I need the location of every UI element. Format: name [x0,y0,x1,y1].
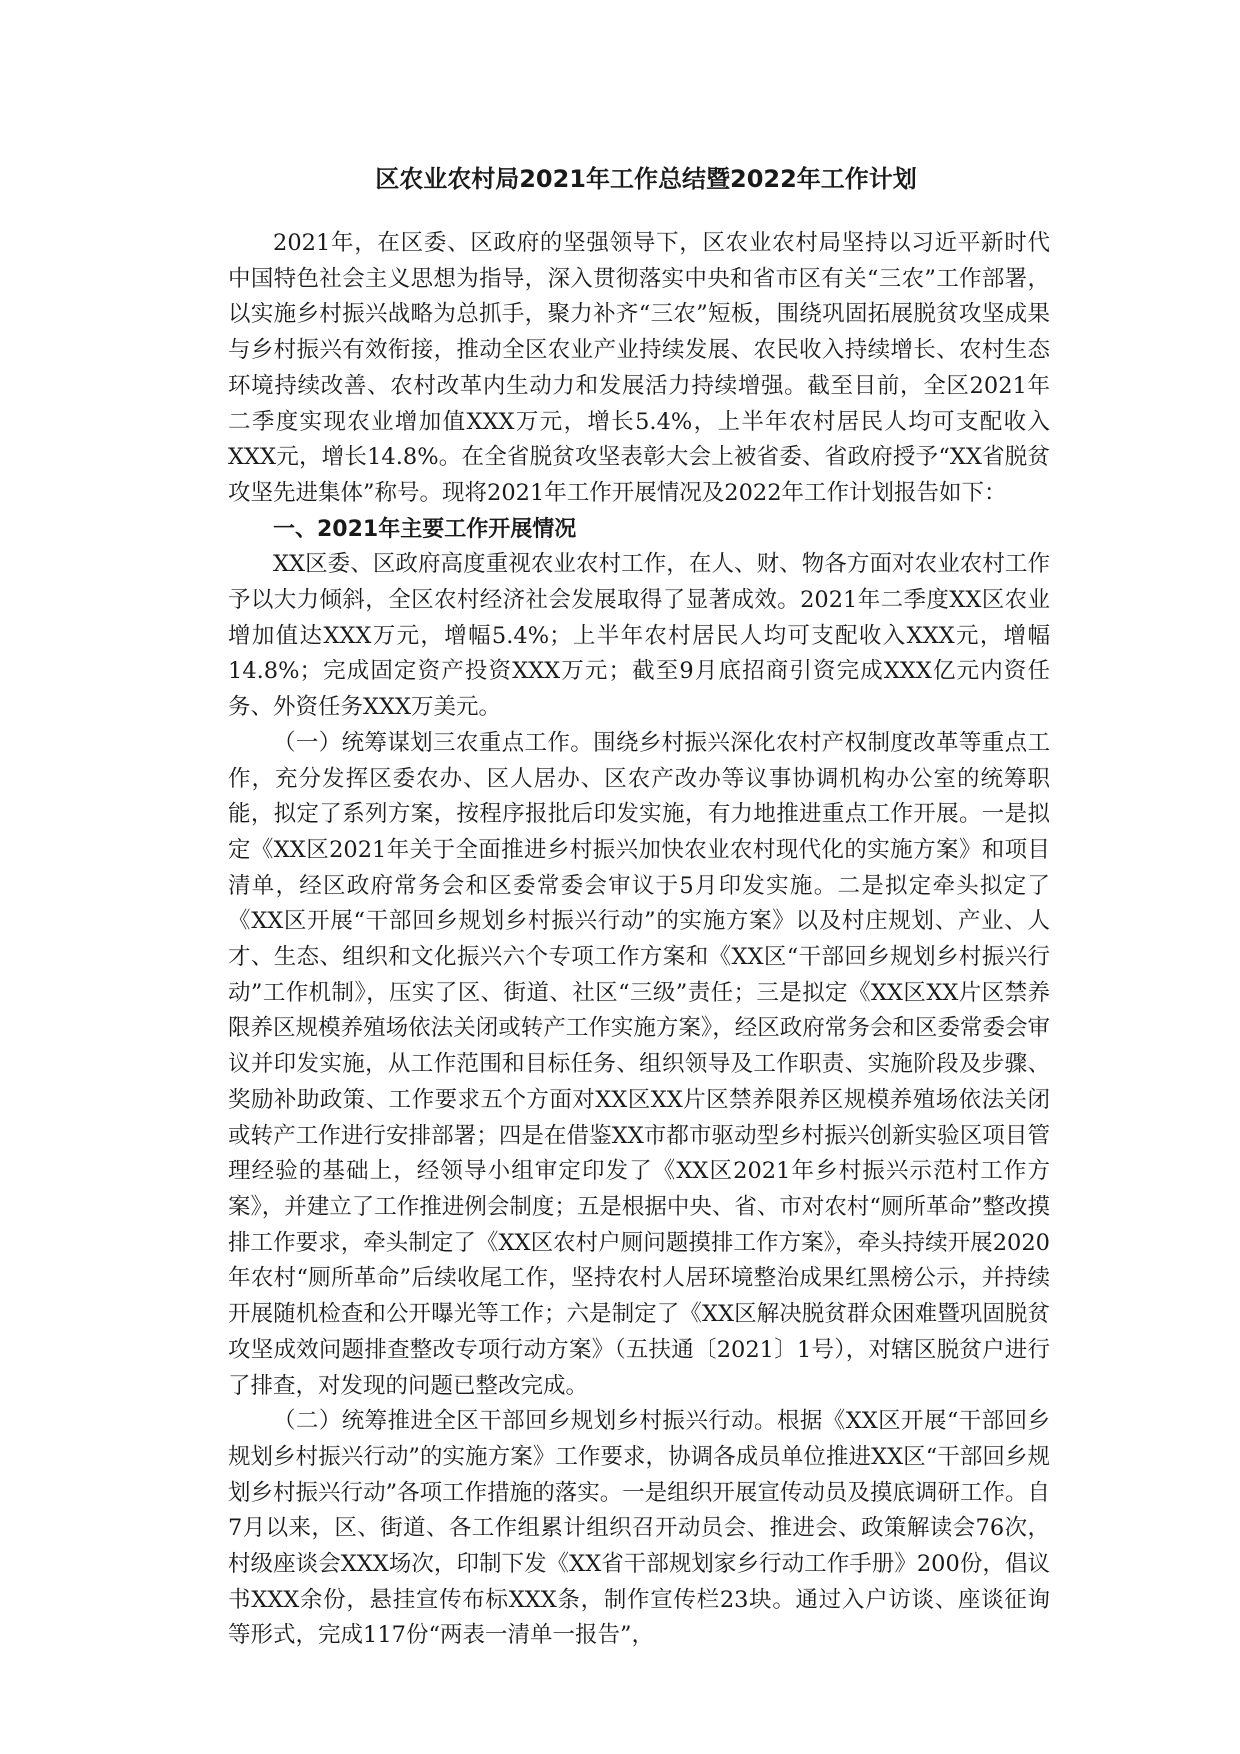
section-1-heading: 一、2021年主要工作开展情况 [273,516,577,542]
item-2-paragraph: （二）统筹推进全区干部回乡规划乡村振兴行动。根据《XX区开展“干部回乡规划乡村振兴行动”的实施方案》工作要求，协调各成员单位推进XX区“干部回乡规划乡村振兴行动”各项工作措施的落实。一是组织开展宣传动员及摸底调研工作。自7月以来，区、街道、各工作组累计组织召开动员会、推进会、政策解读会76次，村级座谈会XXX场次，印制下发《XX省干部规划家乡行动工作手册》200份，倡议书XXX余份，悬挂宣传布标XXX条，制作宣传栏23块。通过入户访谈、座谈征询等形式，完成117份“两表一清单一报告”， [228,1408,1050,1649]
section-1-intro-paragraph: XX区委、区政府高度重视农业农村工作，在人、财、物各方面对农业农村工作予以大力倾斜，全区农村经济社会发展取得了显著成效。2021年二季度XX区农业增加值达XXX万元，增幅5.4%；上半年农村居民人均可支配收入XXX元，增幅14.8%；完成固定资产投资XXX万元；截至9月底招商引资完成XXX亿元内资任务、外资任务XXX万美元。 [228,551,1050,721]
intro-paragraph: 2021年，在区委、区政府的坚强领导下，区农业农村局坚持以习近平新时代中国特色社会主义思想为指导，深入贯彻落实中央和省市区有关“三农”工作部署，以实施乡村振兴战略为总抓手，聚力补齐“三农”短板，围绕巩固拓展脱贫攻坚成果与乡村振兴有效衔接，推动全区农业产业持续发展、农民收入持续增长、农村生态环境持续改善、农村改革内生动力和发展活力持续增强。截至目前，全区2021年二季度实现农业增加值XXX万元，增长5.4%，上半年农村居民人均可支配收入XXX元，增长14.8%。在全省脱贫攻坚表彰大会上被省委、省政府授予“XX省脱贫攻坚先进集体”称号。现将2021年工作开展情况及2022年工作计划报告如下： [228,230,1050,506]
document-page [228,160,1050,1654]
item-1-paragraph: （一）统筹谋划三农重点工作。围绕乡村振兴深化农村产权制度改革等重点工作，充分发挥区委农办、区人居办、区农产改办等议事协调机构办公室的统筹职能，拟定了系列方案，按程序报批后印发实施，有力地推进重点工作开展。一是拟定《XX区2021年关于全面推进乡村振兴加快农业农村现代化的实施方案》和项目清单，经区政府常务会和区委常委会审议于5月印发实施。二是拟定牵头拟定了《XX区开展“干部回乡规划乡村振兴行动”的实施方案》以及村庄规划、产业、人才、生态、组织和文化振兴六个专项工作方案和《XX区“干部回乡规划乡村振兴行动”工作机制》，压实了区、街道、社区“三级”责任；三是拟定《XX区XX片区禁养限养区规模养殖场依法关闭或转产工作实施方案》，经区政府常务会和区委常委会审议并印发实施，从工作范围和目标任务、组织领导及工作职责、实施阶段及步骤、奖励补助政策、工作要求五个方面对XX区XX片区禁养限养区规模养殖场依法关闭或转产工作进行安排部署；四是在借鉴XX市都市驱动型乡村振兴创新实验区项目管理经验的基础上，经领导小组审定印发了《XX区2021年乡村振兴示范村工作方案》，并建立了工作推进例会制度；五是根据中央、省、市对农村“厕所革命”整改摸排工作要求，牵头制定了《XX区农村户厕问题摸排工作方案》，牵头持续开展2020年农村“厕所革命”后续收尾工作，坚持农村人居环境整治成果红黑榜公示，并持续开展随机检查和公开曝光等工作；六是制定了《XX区解决脱贫群众困难暨巩固脱贫攻坚成效问题排查整改专项行动方案》（五扶通〔2021〕1号），对辖区脱贫户进行了排查，对发现的问题已整改完成。 [228,729,1050,1399]
document-title: 区农业农村局2021年工作总结暨2022年工作计划 [375,165,917,193]
